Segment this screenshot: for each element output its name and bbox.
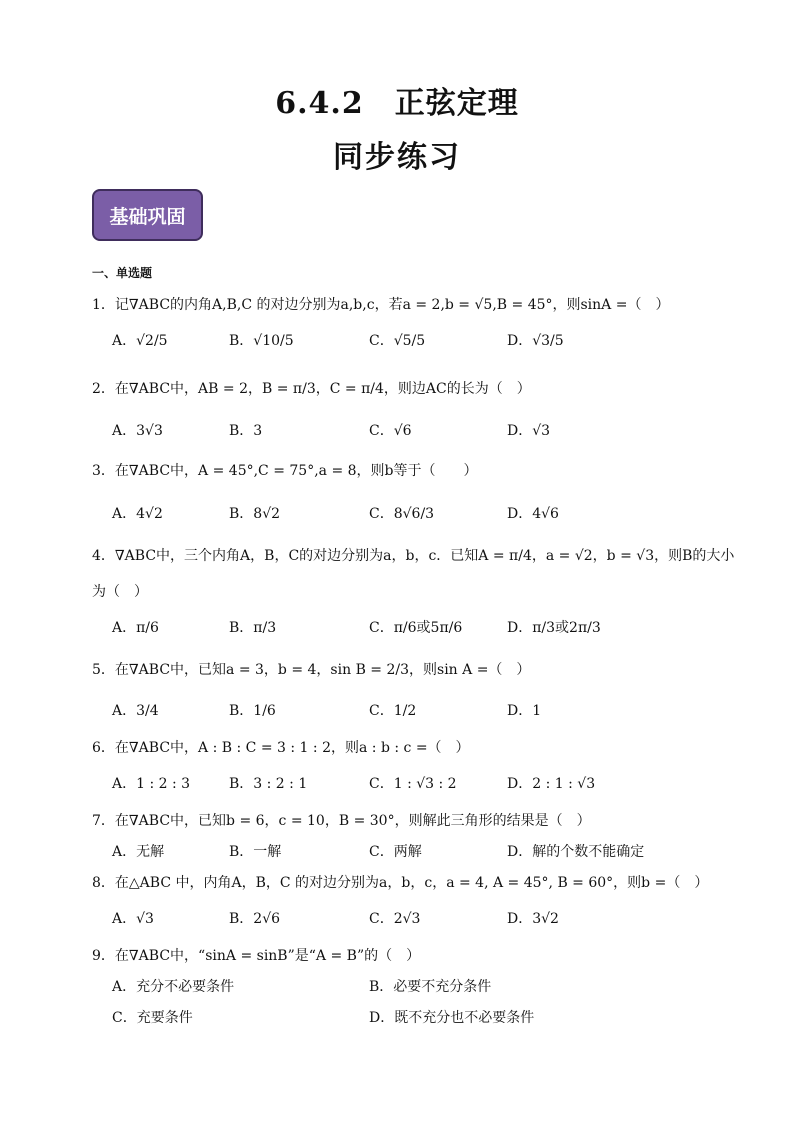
question-5-text: 5．在∇ABC中，已知a = 3，b = 4，sin B = 2/3，则sin A =（ ） xyxy=(92,662,531,678)
q6-option-c: C．1 : √3 : 2 xyxy=(369,776,457,792)
q5-option-a: A．3/4 xyxy=(112,703,159,719)
question-1-text: 1．记∇ABC的内角A,B,C 的对边分别为a,b,c，若a = 2,b = √5,B = 45°，则sinA =（ ） xyxy=(92,297,670,313)
q8-option-c: C．2√3 xyxy=(369,911,421,927)
question-9-text: 9．在∇ABC中，“sinA = sinB”是“A = B”的（ ） xyxy=(92,948,421,964)
q2-option-c: C．√6 xyxy=(369,423,412,439)
document-title: 6.4.2 正弦定理 xyxy=(275,86,519,121)
question-8-text: 8．在△ABC 中，内角A，B，C 的对边分别为a，b，c，a = 4, A = 45°, B = 60°，则b =（ ） xyxy=(92,875,709,891)
q5-option-d: D．1 xyxy=(507,703,542,719)
q8-option-d: D．3√2 xyxy=(507,911,559,927)
document-subtitle: 同步练习 xyxy=(333,140,461,175)
question-3-text: 3．在∇ABC中，A = 45°,C = 75°,a = 8，则b等于（ ） xyxy=(92,463,478,479)
section-badge: 基础巩固 xyxy=(92,189,203,241)
question-1 xyxy=(92,294,669,314)
q5-option-c: C．1/2 xyxy=(369,703,417,719)
q1-option-b: B．√10/5 xyxy=(229,333,294,349)
section-heading: 一、单选题 xyxy=(92,266,153,280)
q4-option-b: B．π/3 xyxy=(229,620,277,636)
q3-option-b: B．8√2 xyxy=(229,506,281,522)
question-8 xyxy=(92,872,708,892)
q7-option-a: A．无解 xyxy=(112,844,165,860)
question-4 xyxy=(92,545,734,565)
q9-option-d: D．既不充分也不必要条件 xyxy=(369,1010,535,1026)
q5-option-b: B．1/6 xyxy=(229,703,276,719)
question-2-text: 2．在∇ABC中，AB = 2，B = π/3，C = π/4，则边AC的长为（ ） xyxy=(92,381,531,397)
q3-option-d: D．4√6 xyxy=(507,506,559,522)
q7-option-c: C．两解 xyxy=(369,844,422,860)
q4-option-d: D．π/3或2π/3 xyxy=(507,620,601,636)
q3-option-a: A．4√2 xyxy=(112,506,163,522)
q9-option-b: B．必要不充分条件 xyxy=(369,979,492,995)
q6-option-b: B．3 : 2 : 1 xyxy=(229,776,308,792)
q1-option-c: C．√5/5 xyxy=(369,333,426,349)
q2-option-b: B．3 xyxy=(229,423,263,439)
q7-option-d: D．解的个数不能确定 xyxy=(507,844,645,860)
question-2 xyxy=(92,378,531,398)
question-7 xyxy=(92,810,591,830)
q8-option-a: A．√3 xyxy=(112,911,154,927)
q1-option-a: A．√2/5 xyxy=(112,333,168,349)
question-5 xyxy=(92,659,530,679)
q9-option-c: C．充要条件 xyxy=(112,1010,193,1026)
question-3 xyxy=(92,460,478,480)
question-4-text: 4．∇ABC中，三个内角A，B，C的对边分别为a，b，c．已知A = π/4，a = √2，b = √3，则B的大小 xyxy=(92,548,735,564)
question-6-text: 6．在∇ABC中，A : B : C = 3 : 1 : 2，则a : b : c =（ ） xyxy=(92,740,470,756)
q2-option-a: A．3√3 xyxy=(112,423,163,439)
q4-option-c: C．π/6或5π/6 xyxy=(369,620,463,636)
q9-option-a: A．充分不必要条件 xyxy=(112,979,235,995)
q2-option-d: D．√3 xyxy=(507,423,551,439)
q8-option-b: B．2√6 xyxy=(229,911,281,927)
q6-option-d: D．2 : 1 : √3 xyxy=(507,776,596,792)
question-9 xyxy=(92,945,420,965)
question-4-continued: 为（ ） xyxy=(92,584,148,600)
question-7-text: 7．在∇ABC中，已知b = 6，c = 10，B = 30°，则解此三角形的结果是（ ） xyxy=(92,813,591,829)
q4-option-a: A．π/6 xyxy=(112,620,159,636)
q7-option-b: B．一解 xyxy=(229,844,282,860)
q6-option-a: A．1 : 2 : 3 xyxy=(112,776,191,792)
q1-option-d: D．√3/5 xyxy=(507,333,564,349)
q3-option-c: C．8√6/3 xyxy=(369,506,435,522)
question-6 xyxy=(92,737,470,757)
